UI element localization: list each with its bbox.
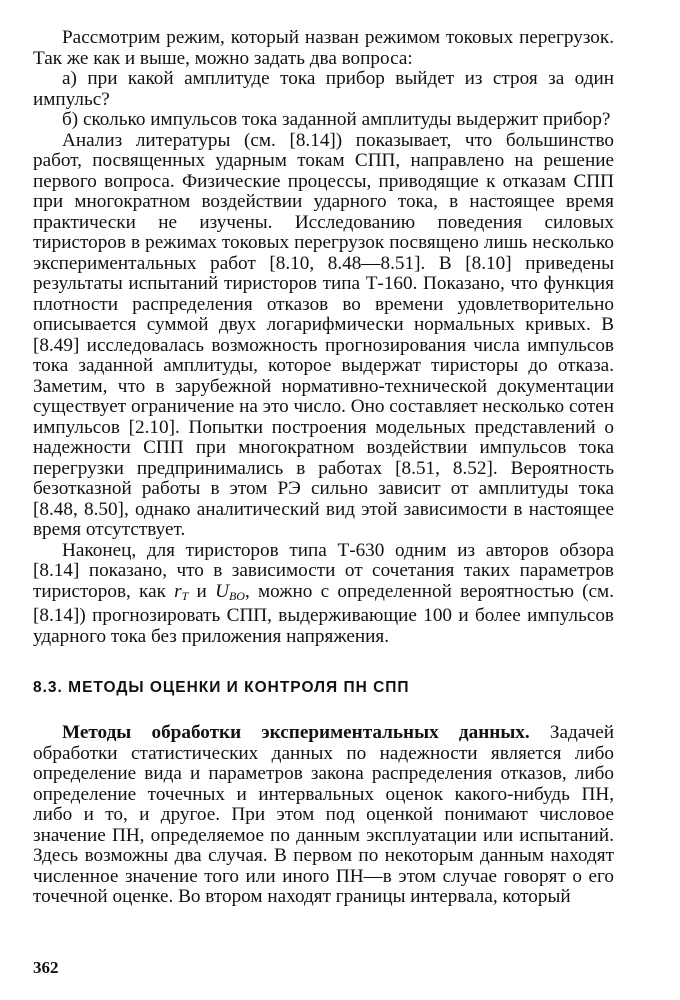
paragraph-t630-and: и <box>188 580 216 602</box>
paragraph-t630-after: , можно с определенной вероятностью (см. [8.14]) прогнозировать СПП, выдерживающие 100 и более импульсов ударного тока без приложения напряжения. <box>33 580 614 647</box>
page-number: 362 <box>33 958 59 977</box>
param-u-symbol: U <box>215 580 229 602</box>
paragraph-overload-intro: Рассмотрим режим, который назван режимом токовых перегрузок. Так же как и выше, можно задать два вопроса: <box>33 27 614 69</box>
question-b: б) сколько импульсов тока заданной амплитуды выдержит прибор? <box>62 109 611 130</box>
param-r-symbol: r <box>174 580 182 602</box>
paragraph-methods-lead: Методы обработки экспериментальных данных. <box>62 722 530 743</box>
question-a: а) при какой амплитуде тока прибор выйдет из строя за один импульс? <box>33 68 614 110</box>
paragraph-literature-analysis: Анализ литературы (см. [8.14]) показывает, что большинство работ, посвященных ударным токам СПП, направлено на решение первого вопроса. Физические процессы, приводящие к отказам СПП при многократном воздействии ударного тока, в настоящее время практически не изучены. Исследованию поведения силовых тиристоров в режимах токовых перегрузок посвящено лишь несколько экспериментальных работ [8.10, 8.48—8.51]. В [8.10] приведены результаты испытаний тиристоров типа Т-160. Показано, что функция плотности распределения отказов во времени удовлетворительно описывается суммой двух логарифмически нормальных кривых. В [8.49] исследовалась возможность прогнозирования числа импульсов тока заданной амплитуды, которое выдержат тиристоры до отказа. Заметим, что в зарубежной нормативно-технической документации существует ограничение на это число. Оно составляет несколько сотен импульсов [2.10]. Попытки построения модельных представлений о надежности СПП при многократном воздействии импульсов тока перегрузки предпринимались в работах [8.51, 8.52]. Вероятность безотказной работы в этом РЭ сильно зависит от амплитуды тока [8.48, 8.50], однако аналитический вид этой зависимости в настоящее время отсутствует. <box>33 129 614 540</box>
paragraph-t630-before: Наконец, для тиристоров типа Т-630 одним из авторов обзора [8.14] показано, что в зависимости от сочетания таких параметров тиристоров, как <box>33 539 614 602</box>
paragraph-t630 <box>33 541 614 648</box>
section-heading: 8.3. МЕТОДЫ ОЦЕНКИ И КОНТРОЛЯ ПН СПП <box>33 679 410 696</box>
param-u-subscript: BO <box>228 588 245 603</box>
paragraph-methods-text: Задачей обработки статистических данных по надежности является либо определение вида и параметров закона распределения отказов, либо определение точечных и интервальных оценок какого-нибудь ПН, либо и то, и другое. При этом под оценкой понимают числовое значение ПН, определяемое по данным эксплуатации или испытаний. Здесь возможны два случая. В первом по некоторым данным находят численное значение того или иного ПН—в этом случае говорят о его точечной оценке. Во втором находят границы интервала, который <box>33 722 615 907</box>
param-r-subscript: T <box>181 588 189 603</box>
book-page <box>33 28 614 978</box>
paragraph-methods <box>33 723 614 908</box>
